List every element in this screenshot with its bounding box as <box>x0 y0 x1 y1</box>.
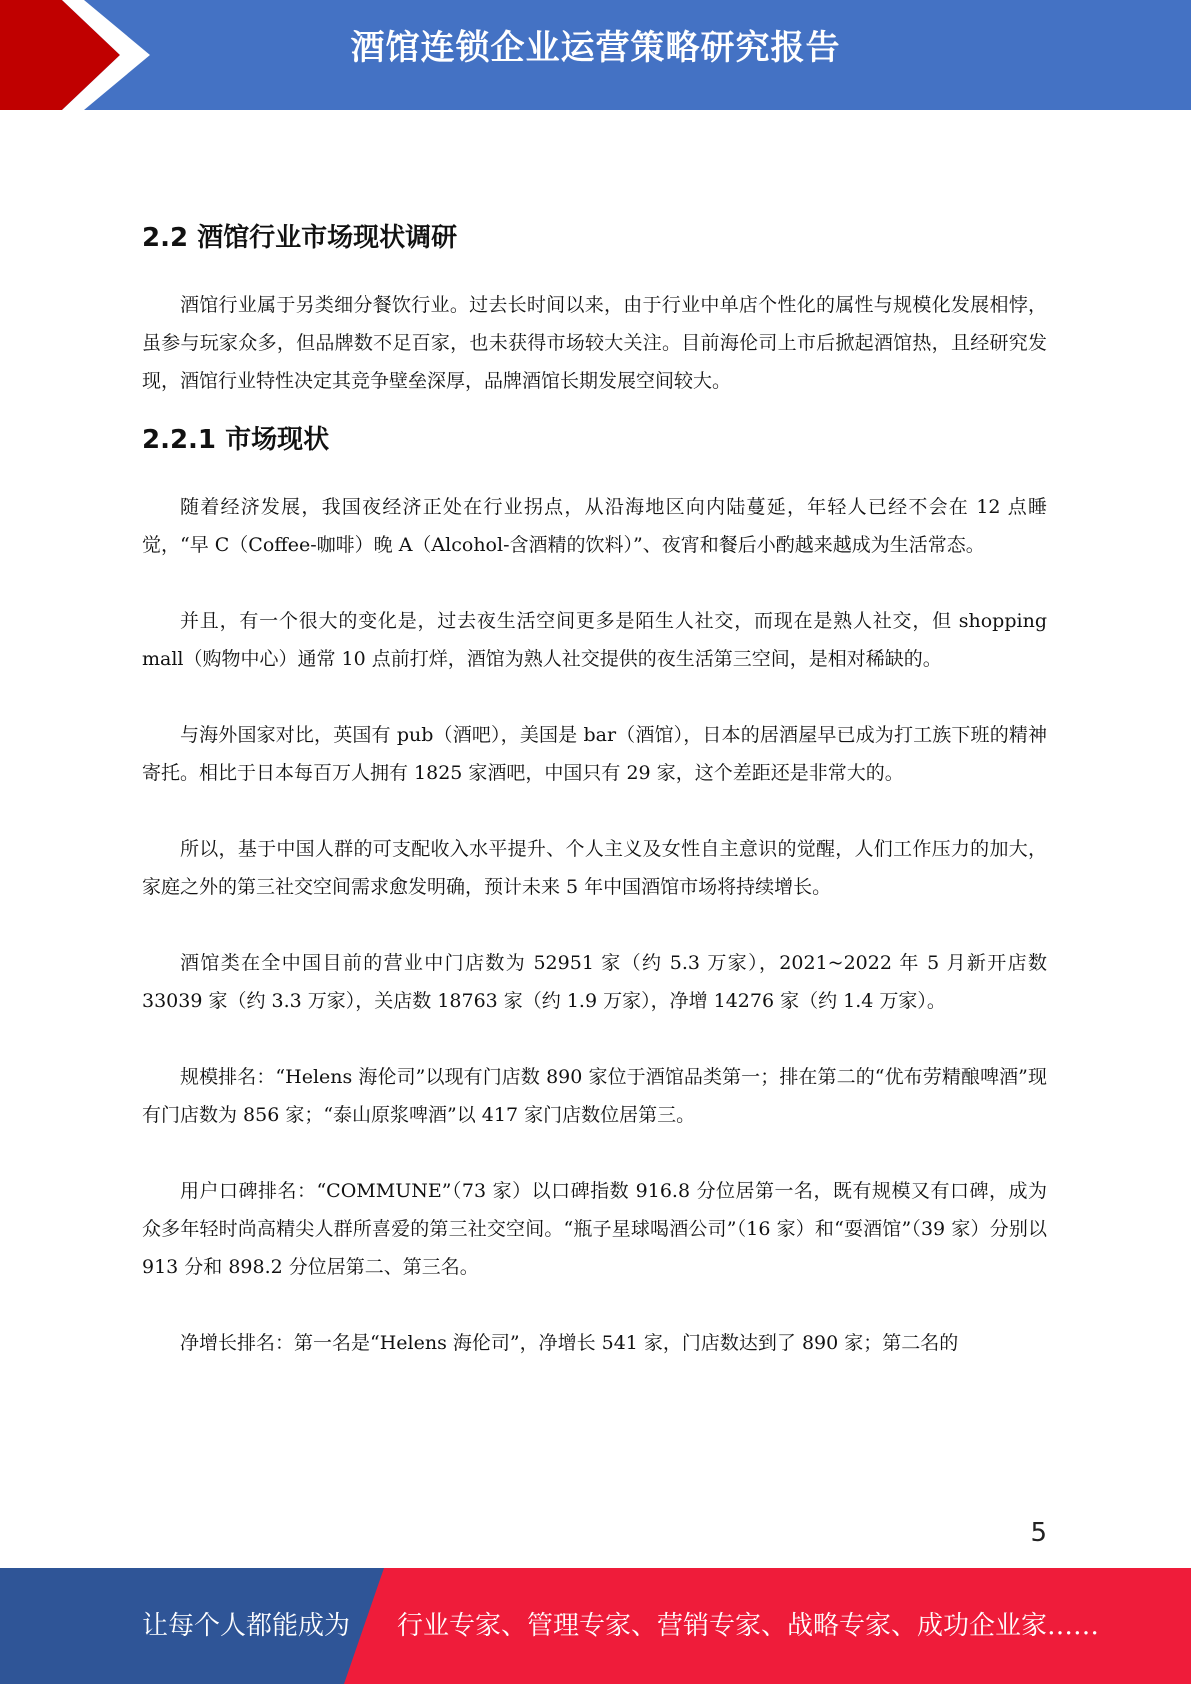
report-title: 酒馆连锁企业运营策略研究报告 <box>350 28 841 68</box>
page-number: 5 <box>1030 1518 1047 1548</box>
paragraph: 所以，基于中国人群的可支配收入水平提升、个人主义及女性自主意识的觉醒，人们工作压力的加大，家庭之外的第三社交空间需求愈发明确，预计未来 5 年中国酒馆市场将持续增长。 <box>142 838 1047 898</box>
paragraph: 用户口碑排名：“COMMUNE”（73 家）以口碑指数 916.8 分位居第一名，既有规模又有口碑，成为众多年轻时尚高精尖人群所喜爱的第三社交空间。“瓶子星球喝酒公司”（16 家）和“耍酒馆”（39 家）分别以 913 分和 898.2 分位居第二、第三名。 <box>142 1180 1047 1278</box>
footer-slogan-right: 行业专家、管理专家、营销专家、战略专家、成功企业家…… <box>397 1611 1100 1641</box>
page-footer-band <box>0 1568 1191 1684</box>
paragraph: 随着经济发展，我国夜经济正处在行业拐点，从沿海地区向内陆蔓延，年轻人已经不会在 12 点睡觉，“早 C（Coffee-咖啡）晚 A（Alcohol-含酒精的饮料）”、夜宵和餐后小酌越来越成为生活常态。 <box>142 496 1047 556</box>
paragraph: 并且，有一个很大的变化是，过去夜生活空间更多是陌生人社交，而现在是熟人社交，但 shopping mall（购物中心）通常 10 点前打烊，酒馆为熟人社交提供的夜生活第三空间，是相对稀缺的。 <box>142 610 1047 670</box>
page-content <box>142 210 1047 1362</box>
paragraph: 酒馆类在全中国目前的营业中门店数为 52951 家（约 5.3 万家），2021~2022 年 5 月新开店数 33039 家（约 3.3 万家），关店数 18763 家（约 1.9 万家），净增 14276 家（约 1.4 万家）。 <box>142 952 1047 1012</box>
paragraph: 酒馆行业属于另类细分餐饮行业。过去长时间以来，由于行业中单店个性化的属性与规模化发展相悖，虽参与玩家众多，但品牌数不足百家，也未获得市场较大关注。目前海伦司上市后掀起酒馆热，且经研究发现，酒馆行业特性决定其竞争壁垒深厚，品牌酒馆长期发展空间较大。 <box>142 294 1047 392</box>
footer-slogan-left: 让每个人都能成为 <box>142 1611 351 1641</box>
section-heading-2-2-1: 2.2.1 市场现状 <box>142 425 330 455</box>
paragraph: 净增长排名：第一名是“Helens 海伦司”，净增长 541 家，门店数达到了 890 家；第二名的 <box>180 1332 959 1354</box>
paragraph: 规模排名：“Helens 海伦司”以现有门店数 890 家位于酒馆品类第一；排在第二的“优布劳精酿啤酒”现有门店数为 856 家；“泰山原浆啤酒”以 417 家门店数位居第三。 <box>142 1066 1047 1126</box>
section-heading-2-2: 2.2 酒馆行业市场现状调研 <box>142 223 458 253</box>
page-header-band <box>0 0 1191 110</box>
paragraph: 与海外国家对比，英国有 pub（酒吧），美国是 bar（酒馆），日本的居酒屋早已成为打工族下班的精神寄托。相比于日本每百万人拥有 1825 家酒吧，中国只有 29 家，这个差距还是非常大的。 <box>142 724 1047 784</box>
